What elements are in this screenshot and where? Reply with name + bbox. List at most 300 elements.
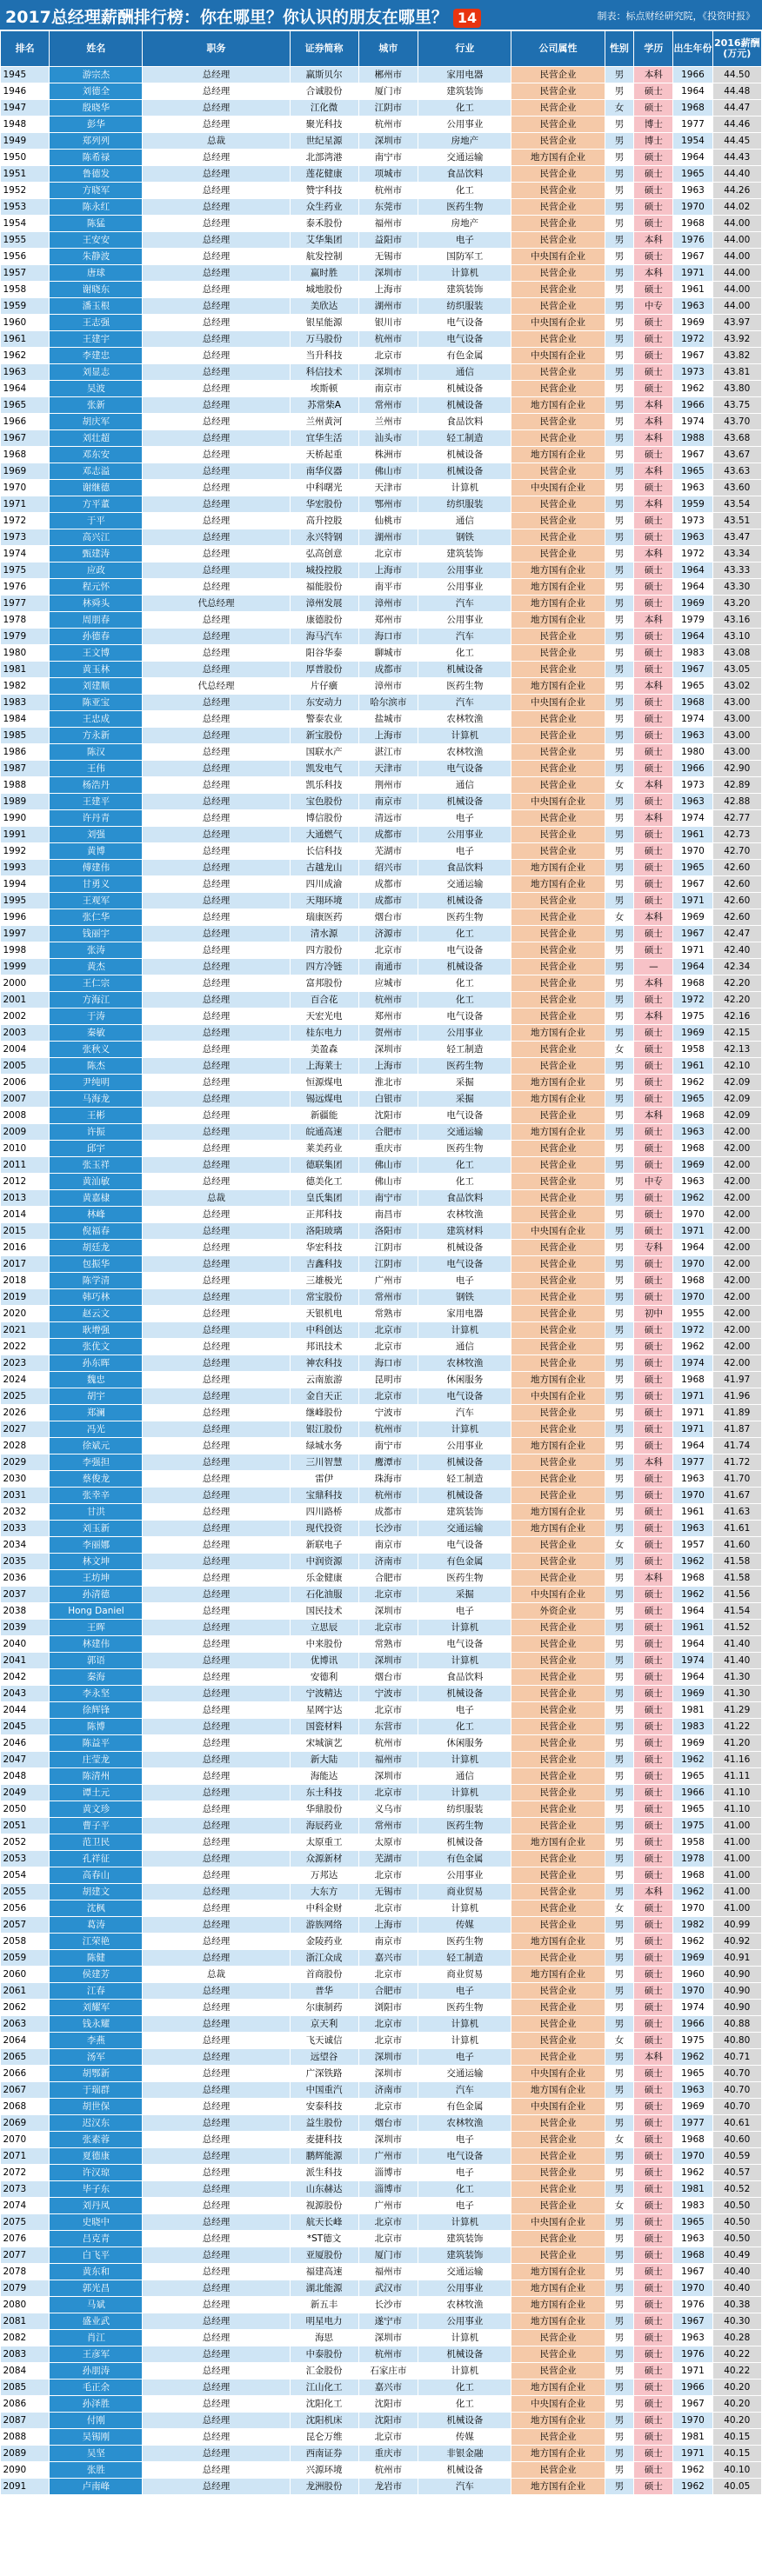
- gender-cell: 男: [605, 116, 634, 133]
- rank-cell: 2075: [1, 2214, 50, 2231]
- rank-cell: 2000: [1, 975, 50, 992]
- salary-cell: 43.00: [712, 728, 761, 744]
- gender-cell: 男: [605, 1950, 634, 1967]
- city-cell: 佛山市: [358, 463, 418, 480]
- education-cell: 硕士: [634, 1934, 673, 1950]
- education-cell: 硕士: [634, 2330, 673, 2346]
- stock-cell: 石化油服: [290, 1587, 358, 1603]
- industry-cell: 通信: [418, 1768, 511, 1785]
- education-cell: 硕士: [634, 2479, 673, 2495]
- salary-cell: 43.10: [712, 629, 761, 645]
- city-cell: 厦门市: [358, 2247, 418, 2264]
- table-row: [1, 1967, 762, 1983]
- rank-cell: 2006: [1, 1075, 50, 1091]
- stock-cell: 大通燃气: [290, 827, 358, 843]
- education-cell: 硕士: [634, 744, 673, 761]
- company-type-cell: 民营企业: [511, 1950, 605, 1967]
- industry-cell: 通信: [418, 777, 511, 794]
- salary-cell: 43.81: [712, 364, 761, 381]
- birth-year-cell: 1981: [673, 2429, 712, 2446]
- table-row: [1, 1686, 762, 1702]
- gender-cell: 男: [605, 1322, 634, 1339]
- education-cell: 硕士: [634, 315, 673, 331]
- industry-cell: 建筑材料: [418, 1223, 511, 1240]
- birth-year-cell: 1969: [673, 1025, 712, 1042]
- rank-cell: 2031: [1, 1488, 50, 1504]
- birth-year-cell: 1977: [673, 2115, 712, 2132]
- salary-cell: 42.20: [712, 992, 761, 1008]
- position-cell: 总经理: [143, 430, 290, 447]
- birth-year-cell: 1963: [673, 2330, 712, 2346]
- name-cell: 黄玉林: [50, 662, 143, 678]
- stock-cell: 凯发电气: [290, 761, 358, 777]
- position-cell: 总经理: [143, 1207, 290, 1223]
- education-cell: 硕士: [634, 1256, 673, 1273]
- rank-cell: 2017: [1, 1256, 50, 1273]
- education-cell: 硕士: [634, 1867, 673, 1884]
- education-cell: 硕士: [634, 662, 673, 678]
- birth-year-cell: 1963: [673, 728, 712, 744]
- birth-year-cell: 1970: [673, 199, 712, 216]
- name-cell: 于瑞群: [50, 2082, 143, 2099]
- company-type-cell: 民营企业: [511, 1570, 605, 1587]
- company-type-cell: 民营企业: [511, 1174, 605, 1190]
- name-cell: 胡建文: [50, 1884, 143, 1900]
- name-cell: 甘洪: [50, 1504, 143, 1521]
- birth-year-cell: 1970: [673, 2280, 712, 2297]
- birth-year-cell: 1974: [673, 810, 712, 827]
- gender-cell: 男: [605, 975, 634, 992]
- stock-cell: 新五丰: [290, 2297, 358, 2313]
- company-type-cell: 民营企业: [511, 1554, 605, 1570]
- stock-cell: 三雄极光: [290, 1273, 358, 1289]
- city-cell: 佛山市: [358, 1174, 418, 1190]
- gender-cell: 男: [605, 1421, 634, 1438]
- stock-cell: 金陵药业: [290, 1934, 358, 1950]
- education-cell: 本科: [634, 810, 673, 827]
- stock-cell: 中国重汽: [290, 2082, 358, 2099]
- table-row: [1, 562, 762, 579]
- education-cell: 硕士: [634, 1388, 673, 1405]
- salary-cell: 42.09: [712, 1075, 761, 1091]
- industry-cell: 公用事业: [418, 1025, 511, 1042]
- table-row: [1, 662, 762, 678]
- city-cell: 杭州市: [358, 992, 418, 1008]
- stock-cell: 国民技术: [290, 1603, 358, 1620]
- company-type-cell: 地方国有企业: [511, 2313, 605, 2330]
- table-row: [1, 1834, 762, 1851]
- salary-cell: 41.58: [712, 1554, 761, 1570]
- position-cell: 总经理: [143, 1306, 290, 1322]
- rank-cell: 2033: [1, 1521, 50, 1537]
- table-row: [1, 1289, 762, 1306]
- city-cell: 淄博市: [358, 2181, 418, 2198]
- position-cell: 总经理: [143, 1900, 290, 1917]
- industry-cell: 纺织服装: [418, 496, 511, 513]
- rank-cell: 1958: [1, 282, 50, 298]
- birth-year-cell: 1971: [673, 1223, 712, 1240]
- city-cell: 鹰潭市: [358, 1454, 418, 1471]
- city-cell: 长沙市: [358, 1521, 418, 1537]
- city-cell: 烟台市: [358, 909, 418, 926]
- name-cell: 吕克青: [50, 2231, 143, 2247]
- salary-cell: 43.82: [712, 348, 761, 364]
- city-cell: 北京市: [358, 1339, 418, 1355]
- city-cell: 佛山市: [358, 1157, 418, 1174]
- industry-cell: 建筑装饰: [418, 546, 511, 562]
- stock-cell: 京天利: [290, 2016, 358, 2033]
- rank-cell: 1990: [1, 810, 50, 827]
- position-cell: 总经理: [143, 959, 290, 975]
- stock-cell: 派生科技: [290, 2165, 358, 2181]
- rank-cell: 2068: [1, 2099, 50, 2115]
- education-cell: 硕士: [634, 1554, 673, 1570]
- name-cell: 黄文珍: [50, 1801, 143, 1818]
- company-type-cell: 民营企业: [511, 381, 605, 397]
- company-type-cell: 民营企业: [511, 942, 605, 959]
- gender-cell: 男: [605, 1967, 634, 1983]
- position-cell: 总经理: [143, 1934, 290, 1950]
- birth-year-cell: 1955: [673, 1306, 712, 1322]
- birth-year-cell: 1976: [673, 2346, 712, 2363]
- education-cell: 初中: [634, 1306, 673, 1322]
- industry-cell: 公用事业: [418, 612, 511, 629]
- salary-cell: 43.30: [712, 579, 761, 596]
- city-cell: 株洲市: [358, 447, 418, 463]
- company-type-cell: 民营企业: [511, 926, 605, 942]
- position-cell: 总经理: [143, 1025, 290, 1042]
- table-row: [1, 2165, 762, 2181]
- city-cell: 芜湖市: [358, 843, 418, 860]
- education-cell: 硕士: [634, 282, 673, 298]
- rank-cell: 1946: [1, 83, 50, 100]
- rank-cell: 2011: [1, 1157, 50, 1174]
- education-cell: 硕士: [634, 1372, 673, 1388]
- birth-year-cell: 1968: [673, 1108, 712, 1124]
- gender-cell: 男: [605, 1669, 634, 1686]
- position-cell: 总经理: [143, 1867, 290, 1884]
- education-cell: 硕士: [634, 2446, 673, 2462]
- birth-year-cell: 1975: [673, 1008, 712, 1025]
- name-cell: 钱永耀: [50, 2016, 143, 2033]
- company-type-cell: 民营企业: [511, 1851, 605, 1867]
- education-cell: 硕士: [634, 1686, 673, 1702]
- table-row: [1, 265, 762, 282]
- industry-cell: 公用事业: [418, 579, 511, 596]
- table-row: [1, 2346, 762, 2363]
- birth-year-cell: 1970: [673, 2413, 712, 2429]
- company-type-cell: 中央国有企业: [511, 480, 605, 496]
- salary-cell: 42.73: [712, 827, 761, 843]
- city-cell: 杭州市: [358, 1421, 418, 1438]
- stock-cell: 凯乐科技: [290, 777, 358, 794]
- gender-cell: 男: [605, 1306, 634, 1322]
- gender-cell: 男: [605, 893, 634, 909]
- gender-cell: 男: [605, 1025, 634, 1042]
- education-cell: 硕士: [634, 2214, 673, 2231]
- name-cell: 游宗杰: [50, 67, 143, 83]
- table-row: [1, 827, 762, 843]
- education-cell: 本科: [634, 414, 673, 430]
- industry-cell: 医药生物: [418, 1141, 511, 1157]
- name-cell: 谭土元: [50, 1785, 143, 1801]
- industry-cell: 建筑装饰: [418, 83, 511, 100]
- industry-cell: 电子: [418, 810, 511, 827]
- city-cell: 福州市: [358, 1752, 418, 1768]
- gender-cell: 男: [605, 199, 634, 216]
- birth-year-cell: 1969: [673, 1950, 712, 1967]
- city-cell: 宁波市: [358, 1686, 418, 1702]
- name-cell: 谢晓东: [50, 282, 143, 298]
- table-row: [1, 1603, 762, 1620]
- position-cell: 总经理: [143, 1075, 290, 1091]
- gender-cell: 男: [605, 678, 634, 695]
- education-cell: 硕士: [634, 992, 673, 1008]
- stock-cell: 山东赫达: [290, 2181, 358, 2198]
- salary-cell: 44.47: [712, 100, 761, 116]
- gender-cell: 男: [605, 2049, 634, 2066]
- education-cell: 硕士: [634, 893, 673, 909]
- birth-year-cell: 1971: [673, 1421, 712, 1438]
- rank-cell: 2007: [1, 1091, 50, 1108]
- gender-cell: 男: [605, 1768, 634, 1785]
- rank-cell: 2051: [1, 1818, 50, 1834]
- position-cell: 总经理: [143, 414, 290, 430]
- birth-year-cell: 1964: [673, 959, 712, 975]
- salary-cell: 42.00: [712, 1223, 761, 1240]
- birth-year-cell: 1959: [673, 496, 712, 513]
- birth-year-cell: 1965: [673, 2066, 712, 2082]
- table-row: [1, 463, 762, 480]
- name-cell: 陈杰: [50, 1058, 143, 1075]
- table-row: [1, 1008, 762, 1025]
- rank-cell: 1972: [1, 513, 50, 529]
- education-cell: 本科: [634, 430, 673, 447]
- birth-year-cell: 1969: [673, 1735, 712, 1752]
- name-cell: 马斌: [50, 2297, 143, 2313]
- rank-cell: 1945: [1, 67, 50, 83]
- company-type-cell: 民营企业: [511, 331, 605, 348]
- salary-cell: 40.99: [712, 1917, 761, 1934]
- education-cell: 硕士: [634, 1669, 673, 1686]
- position-cell: 总经理: [143, 1438, 290, 1454]
- table-row: [1, 232, 762, 249]
- table-row: [1, 1785, 762, 1801]
- company-type-cell: 地方国有企业: [511, 860, 605, 876]
- birth-year-cell: 1968: [673, 216, 712, 232]
- birth-year-cell: 1963: [673, 1471, 712, 1488]
- rank-cell: 2043: [1, 1686, 50, 1702]
- position-cell: 总经理: [143, 777, 290, 794]
- city-cell: 浏阳市: [358, 2000, 418, 2016]
- gender-cell: 男: [605, 2446, 634, 2462]
- education-cell: 硕士: [634, 83, 673, 100]
- birth-year-cell: 1961: [673, 282, 712, 298]
- salary-cell: 41.10: [712, 1801, 761, 1818]
- city-cell: 鄂州市: [358, 496, 418, 513]
- rank-cell: 2020: [1, 1306, 50, 1322]
- birth-year-cell: 1968: [673, 1141, 712, 1157]
- rank-cell: 1988: [1, 777, 50, 794]
- gender-cell: 男: [605, 1504, 634, 1521]
- stock-cell: 麦捷科技: [290, 2132, 358, 2148]
- gender-cell: 男: [605, 2264, 634, 2280]
- salary-cell: 43.60: [712, 480, 761, 496]
- rank-cell: 2021: [1, 1322, 50, 1339]
- stock-cell: 三川智慧: [290, 1454, 358, 1471]
- education-cell: 硕士: [634, 2198, 673, 2214]
- position-cell: 总经理: [143, 843, 290, 860]
- position-cell: 总经理: [143, 1702, 290, 1719]
- salary-cell: 41.30: [712, 1686, 761, 1702]
- stock-cell: 泰禾股份: [290, 216, 358, 232]
- gender-cell: 男: [605, 2082, 634, 2099]
- company-type-cell: 民营企业: [511, 1207, 605, 1223]
- salary-cell: 40.50: [712, 2214, 761, 2231]
- stock-cell: 康德股份: [290, 612, 358, 629]
- salary-cell: 43.97: [712, 315, 761, 331]
- table-row: [1, 728, 762, 744]
- gender-cell: 男: [605, 926, 634, 942]
- city-cell: 济源市: [358, 926, 418, 942]
- gender-cell: 男: [605, 1851, 634, 1867]
- city-cell: 成都市: [358, 1504, 418, 1521]
- industry-cell: 公用事业: [418, 562, 511, 579]
- position-cell: 总经理: [143, 2264, 290, 2280]
- name-cell: 魏忠: [50, 1372, 143, 1388]
- title-text: 2017总经理薪酬排行榜：你在哪里？你认识的朋友在哪里？: [5, 8, 448, 27]
- stock-cell: 海马汽车: [290, 629, 358, 645]
- birth-year-cell: 1974: [673, 1355, 712, 1372]
- city-cell: 成都市: [358, 893, 418, 909]
- name-cell: 邱宇: [50, 1141, 143, 1157]
- col-header-education: 学历: [634, 31, 673, 67]
- rank-cell: 2053: [1, 1851, 50, 1867]
- education-cell: 本科: [634, 777, 673, 794]
- stock-cell: 兰州黄河: [290, 414, 358, 430]
- industry-cell: 医药生物: [418, 909, 511, 926]
- education-cell: 硕士: [634, 596, 673, 612]
- industry-cell: 汽车: [418, 1405, 511, 1421]
- salary-cell: 40.61: [712, 2115, 761, 2132]
- city-cell: 杭州市: [358, 331, 418, 348]
- industry-cell: 轻工制造: [418, 430, 511, 447]
- table-row: [1, 1554, 762, 1570]
- table-row: [1, 761, 762, 777]
- city-cell: 湖州市: [358, 298, 418, 315]
- stock-cell: 兴源环境: [290, 2462, 358, 2479]
- name-cell: 朱静波: [50, 249, 143, 265]
- birth-year-cell: 1964: [673, 1240, 712, 1256]
- birth-year-cell: 1965: [673, 166, 712, 183]
- name-cell: 李建忠: [50, 348, 143, 364]
- rank-cell: 1979: [1, 629, 50, 645]
- city-cell: 北京市: [358, 1322, 418, 1339]
- table-row: [1, 1504, 762, 1521]
- name-cell: 耿增强: [50, 1322, 143, 1339]
- stock-cell: 明星电力: [290, 2313, 358, 2330]
- company-type-cell: 中央国有企业: [511, 1388, 605, 1405]
- rank-cell: 2026: [1, 1405, 50, 1421]
- education-cell: 硕士: [634, 513, 673, 529]
- stock-cell: 城地股份: [290, 282, 358, 298]
- rank-cell: 2082: [1, 2330, 50, 2346]
- industry-cell: 商业贸易: [418, 1967, 511, 1983]
- stock-cell: 万马股份: [290, 331, 358, 348]
- city-cell: 深圳市: [358, 1653, 418, 1669]
- salary-cell: 40.80: [712, 2033, 761, 2049]
- table-row: [1, 1950, 762, 1967]
- salary-cell: 41.60: [712, 1537, 761, 1554]
- industry-cell: 食品饮料: [418, 860, 511, 876]
- birth-year-cell: 1977: [673, 1454, 712, 1471]
- industry-cell: 有色金属: [418, 1554, 511, 1570]
- city-cell: 义乌市: [358, 1801, 418, 1818]
- industry-cell: 机械设备: [418, 959, 511, 975]
- table-row: [1, 2313, 762, 2330]
- company-type-cell: 民营企业: [511, 1405, 605, 1421]
- industry-cell: 计算机: [418, 2033, 511, 2049]
- education-cell: 硕士: [634, 2000, 673, 2016]
- company-type-cell: 民营企业: [511, 827, 605, 843]
- gender-cell: 男: [605, 2231, 634, 2247]
- name-cell: 白飞平: [50, 2247, 143, 2264]
- industry-cell: 公用事业: [418, 827, 511, 843]
- stock-cell: 神农科技: [290, 1355, 358, 1372]
- birth-year-cell: 1965: [673, 463, 712, 480]
- birth-year-cell: 1974: [673, 414, 712, 430]
- name-cell: 张素蓉: [50, 2132, 143, 2148]
- name-cell: 于涛: [50, 1008, 143, 1025]
- position-cell: 总经理: [143, 2231, 290, 2247]
- company-type-cell: 民营企业: [511, 2016, 605, 2033]
- salary-cell: 42.00: [712, 1273, 761, 1289]
- table-row: [1, 2479, 762, 2495]
- stock-cell: 警泰农业: [290, 711, 358, 728]
- industry-cell: 机械设备: [418, 893, 511, 909]
- salary-cell: 41.56: [712, 1587, 761, 1603]
- education-cell: 硕士: [634, 1801, 673, 1818]
- education-cell: 硕士: [634, 2264, 673, 2280]
- stock-cell: 古越龙山: [290, 860, 358, 876]
- stock-cell: 片仔癀: [290, 678, 358, 695]
- industry-cell: 休闲服务: [418, 1735, 511, 1752]
- stock-cell: 汇金股份: [290, 2363, 358, 2380]
- birth-year-cell: 1970: [673, 843, 712, 860]
- company-type-cell: 民营企业: [511, 364, 605, 381]
- city-cell: 深圳市: [358, 1768, 418, 1785]
- gender-cell: 男: [605, 1686, 634, 1702]
- rank-cell: 1971: [1, 496, 50, 513]
- gender-cell: 男: [605, 232, 634, 249]
- birth-year-cell: 1983: [673, 645, 712, 662]
- gender-cell: 男: [605, 1471, 634, 1488]
- salary-cell: 42.00: [712, 1355, 761, 1372]
- rank-cell: 1973: [1, 529, 50, 546]
- name-cell: 林文坤: [50, 1554, 143, 1570]
- company-type-cell: 民营企业: [511, 2429, 605, 2446]
- salary-cell: 41.00: [712, 1867, 761, 1884]
- industry-cell: 纺织服装: [418, 1801, 511, 1818]
- table-row: [1, 1405, 762, 1421]
- company-type-cell: 地方国有企业: [511, 612, 605, 629]
- table-row: [1, 1421, 762, 1438]
- company-type-cell: 中央国有企业: [511, 695, 605, 711]
- rank-cell: 2027: [1, 1421, 50, 1438]
- rank-cell: 1963: [1, 364, 50, 381]
- birth-year-cell: 1975: [673, 1818, 712, 1834]
- position-cell: 总经理: [143, 150, 290, 166]
